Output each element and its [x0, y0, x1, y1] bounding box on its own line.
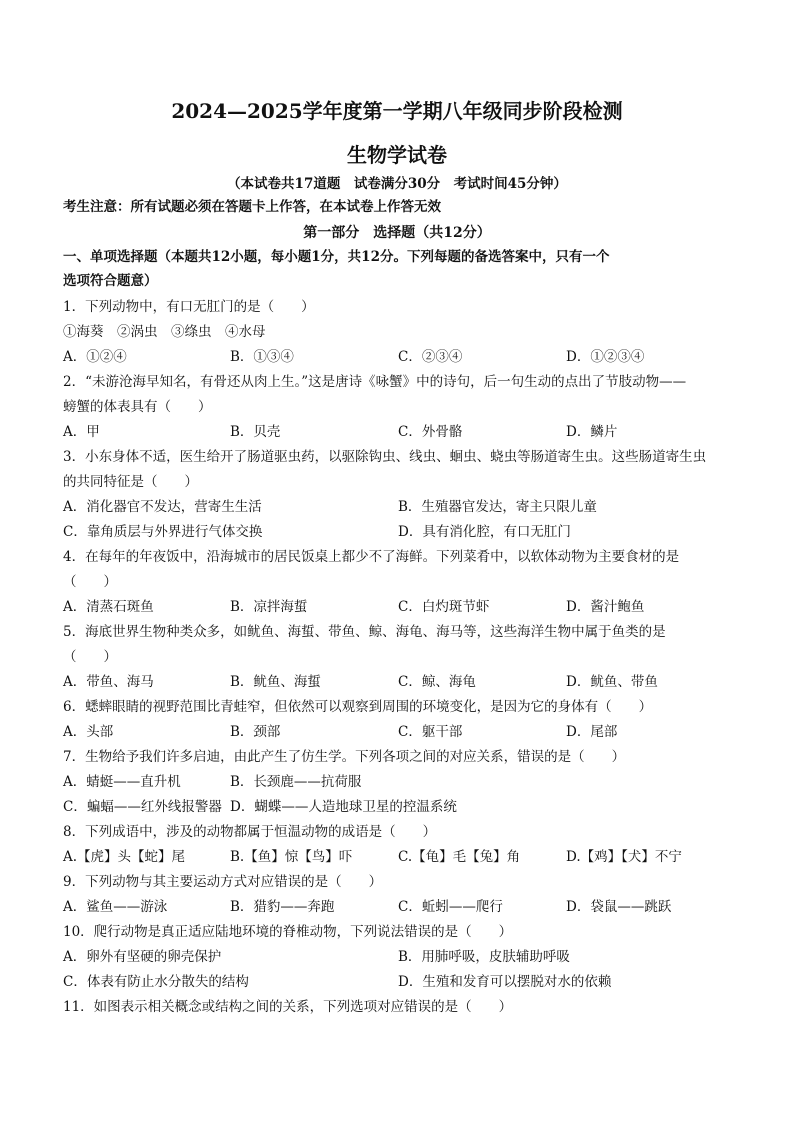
q7-option-b: B．长颈鹿——抗荷服: [230, 774, 362, 790]
q9-option-b: B．猎豹——奔跑: [230, 899, 335, 915]
q6-option-a: A．头部: [63, 724, 114, 740]
part-one-heading: 第一部分 选择题（共12分）: [303, 225, 491, 241]
q8-option-c: C.【龟】毛【兔】角: [398, 849, 521, 865]
question-2-stem: 2．“未游沧海早知名，有骨还从肉上生。”这是唐诗《咏蟹》中的诗句，后一句生动的点出了节肢动物——: [63, 374, 687, 390]
q4-option-b: B．凉拌海蜇: [230, 599, 308, 615]
q8-option-b: B.【鱼】惊【鸟】吓: [230, 849, 353, 865]
q3-option-c: C．靠角质层与外界进行气体交换: [63, 524, 263, 540]
q9-option-c: C．蚯蚓——爬行: [398, 899, 503, 915]
q8-option-a: A.【虎】头【蛇】尾: [63, 849, 186, 865]
q5-option-c: C．鲸、海龟: [398, 674, 476, 690]
question-1-items: ①海葵 ②涡虫 ③绦虫 ④水母: [63, 324, 266, 340]
question-5-stem: 5．海底世界生物种类众多，如鱿鱼、海蜇、带鱼、鲸、海龟、海马等，这些海洋生物中属于鱼类的是: [63, 624, 666, 640]
q9-option-d: D．袋鼠——跳跃: [566, 899, 672, 915]
q7-option-d: D．蝴蝶——人造地球卫星的控温系统: [230, 799, 457, 815]
question-5-stem-cont: （ ）: [63, 649, 117, 665]
q7-option-a: A．蜻蜓——直升机: [63, 774, 181, 790]
section-heading: 一、单项选择题（本题共12小题，每小题1分，共12分。下列每题的备选答案中，只有一个: [63, 249, 610, 265]
q1-option-d: D．①②③④: [566, 349, 645, 365]
question-10-stem: 10．爬行动物是真正适应陆地环境的脊椎动物，下列说法错误的是（ ）: [63, 924, 513, 940]
q2-option-b: B．贝壳: [230, 424, 281, 440]
question-11-stem: 11．如图表示相关概念或结构之间的关系，下列选项对应错误的是（ ）: [63, 999, 513, 1015]
q6-option-b: B．颈部: [230, 724, 281, 740]
question-6-stem: 6．蟋蟀眼睛的视野范围比青蛙窄，但依然可以观察到周围的环境变化，是因为它的身体有（ ）: [63, 699, 653, 715]
q5-option-d: D．鱿鱼、带鱼: [566, 674, 658, 690]
q2-option-c: C．外骨骼: [398, 424, 463, 440]
section-heading-cont: 选项符合题意）: [63, 273, 158, 289]
question-3-stem-cont: 的共同特征是（ ）: [63, 474, 198, 490]
q3-option-b: B．生殖器官发达，寄主只限儿童: [398, 499, 597, 515]
q8-option-d: D.【鸡】【犬】不宁: [566, 849, 682, 865]
q10-option-c: C．体表有防止水分散失的结构: [63, 974, 249, 990]
question-1-stem: 1．下列动物中，有口无肛门的是（ ）: [63, 299, 315, 315]
q2-option-d: D．鳞片: [566, 424, 618, 440]
q9-option-a: A．鲨鱼——游泳: [63, 899, 168, 915]
q6-option-d: D．尾部: [566, 724, 618, 740]
q4-option-a: A．清蒸石斑鱼: [63, 599, 154, 615]
q3-option-d: D．具有消化腔，有口无肛门: [398, 524, 571, 540]
q3-option-a: A．消化器官不发达，营寄生生活: [63, 499, 262, 515]
question-4-stem: 4．在每年的年夜饭中，沿海城市的居民饭桌上都少不了海鲜。下列菜肴中，以软体动物为主要食材的是: [63, 549, 680, 565]
q5-option-b: B．鱿鱼、海蜇: [230, 674, 321, 690]
q1-option-a: A．①②④: [63, 349, 127, 365]
exam-subject: 生物学试卷: [347, 143, 447, 167]
question-7-stem: 7．生物给予我们许多启迪，由此产生了仿生学。下列各项之间的对应关系，错误的是（ ）: [63, 749, 626, 765]
exam-title: 2024—2025学年度第一学期八年级同步阶段检测: [171, 99, 623, 123]
q4-option-c: C．白灼斑节虾: [398, 599, 490, 615]
question-3-stem: 3．小东身体不适，医生给开了肠道驱虫药，以驱除钩虫、线虫、蛔虫、蛲虫等肠道寄生虫。这些肠道寄生虫: [63, 449, 707, 465]
q10-option-b: B．用肺呼吸，皮肤辅助呼吸: [398, 949, 570, 965]
q5-option-a: A．带鱼、海马: [63, 674, 154, 690]
q10-option-a: A．卵外有坚硬的卵壳保护: [63, 949, 222, 965]
q10-option-d: D．生殖和发育可以摆脱对水的依赖: [398, 974, 612, 990]
question-8-stem: 8．下列成语中，涉及的动物都属于恒温动物的成语是（ ）: [63, 824, 437, 840]
exam-notice: 考生注意：所有试题必须在答题卡上作答，在本试卷上作答无效: [63, 199, 441, 215]
q1-option-c: C．②③④: [398, 349, 463, 365]
q6-option-c: C．躯干部: [398, 724, 463, 740]
q2-option-a: A．甲: [63, 424, 100, 440]
q1-option-b: B．①③④: [230, 349, 294, 365]
exam-info: （本试卷共17道题 试卷满分30分 考试时间45分钟）: [227, 176, 567, 192]
question-9-stem: 9．下列动物与其主要运动方式对应错误的是（ ）: [63, 874, 383, 890]
question-2-stem-cont: 螃蟹的体表具有（ ）: [63, 399, 212, 415]
q4-option-d: D．酱汁鲍鱼: [566, 599, 645, 615]
q7-option-c: C．蝙蝠——红外线报警器: [63, 799, 222, 815]
question-4-stem-cont: （ ）: [63, 574, 117, 590]
